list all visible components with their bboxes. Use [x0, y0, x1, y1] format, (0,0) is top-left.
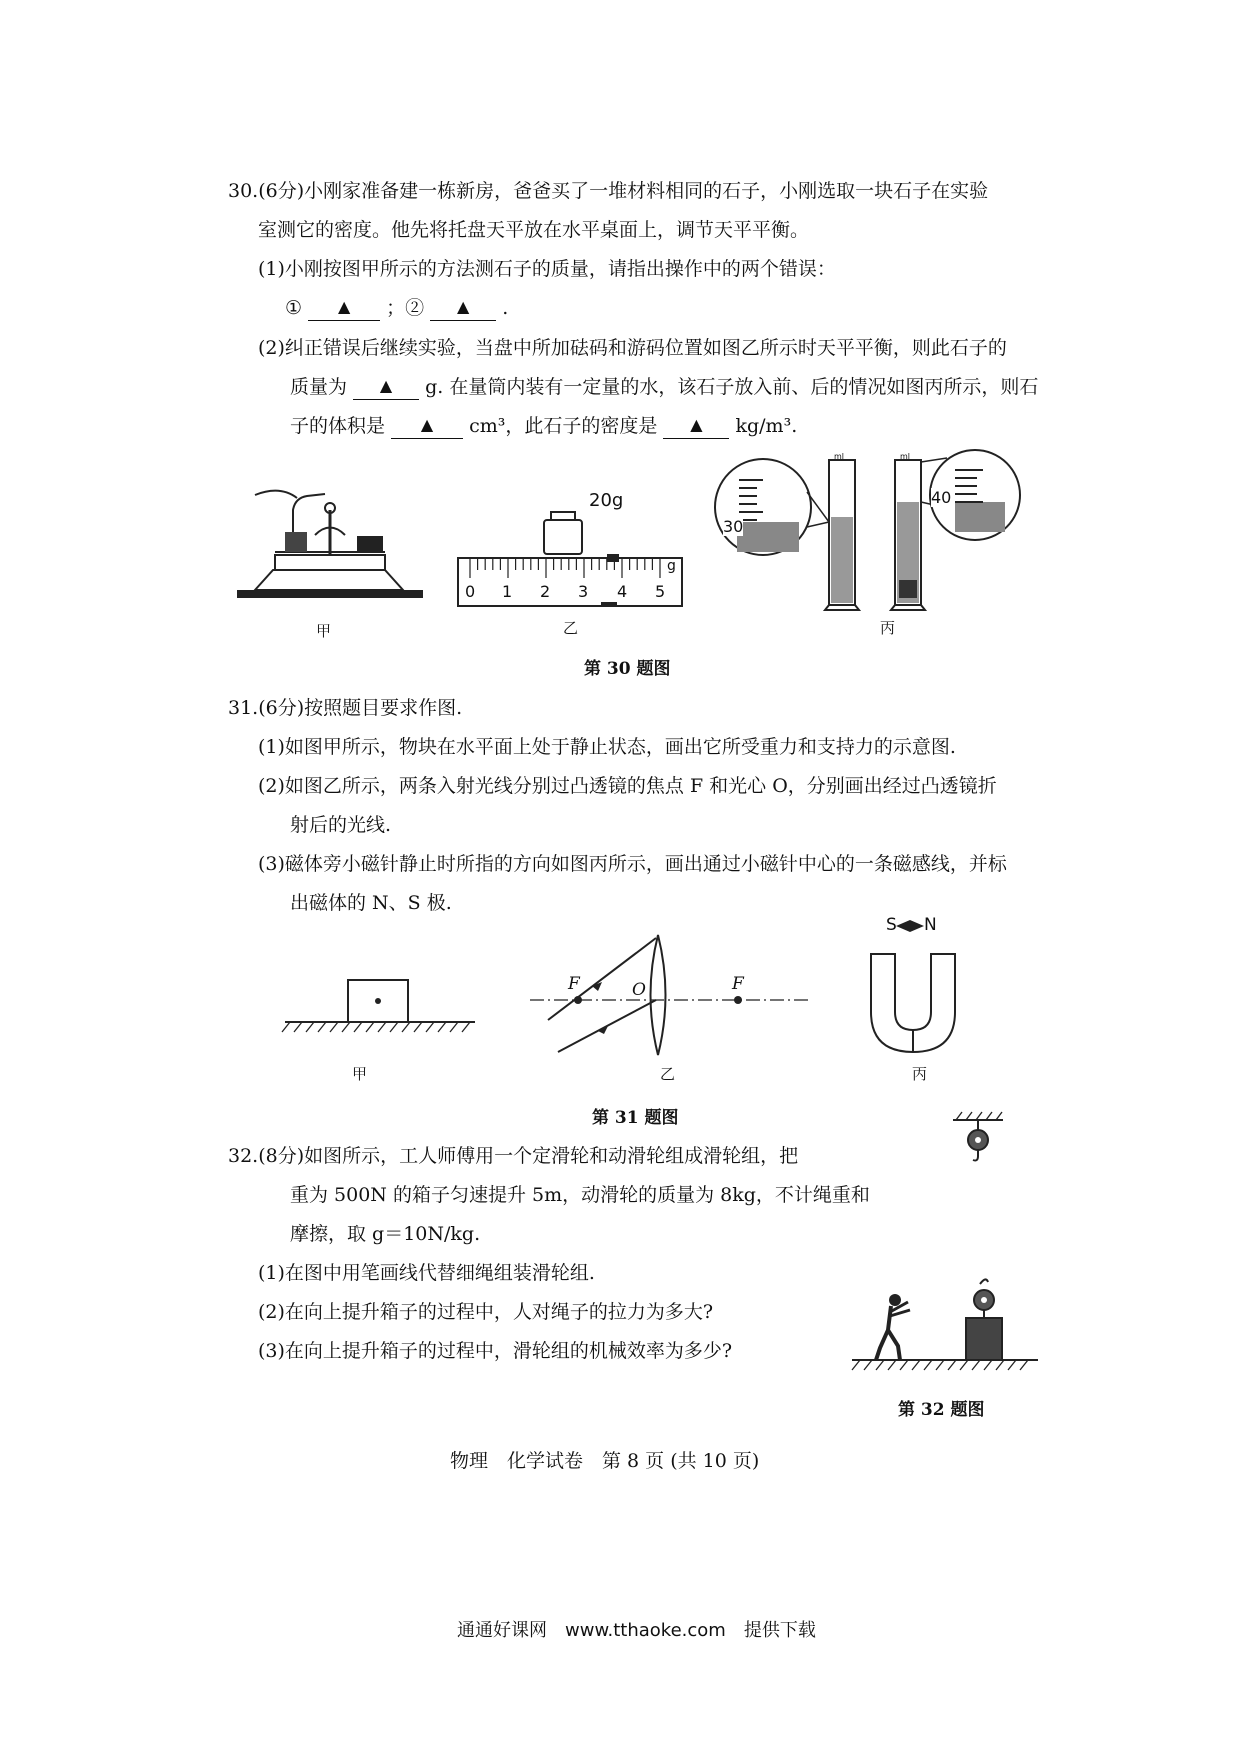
q31-needle-s-label: S [886, 915, 897, 935]
q31-magnet-drawing [858, 912, 968, 1062]
q30-part2-line1: (2)纠正错误后继续实验，当盘中所加砝码和游码位置如图乙所示时天平平衡，则此石子的 [258, 337, 1007, 359]
q30-cylinder2-unit: ml [900, 452, 911, 461]
q31-optical-center-label: O [632, 980, 646, 1000]
q32-figure-caption: 第 32 题图 [898, 1400, 985, 1420]
q30-fig-cylinders [715, 452, 1030, 614]
ruler-tick-label: 2 [540, 582, 551, 601]
q31-part3-line2: 出磁体的 N、S 极. [290, 892, 452, 914]
q30-volume-blank [391, 411, 463, 439]
q30-blank1-label: ① [285, 297, 303, 319]
q32-part3: (3)在向上提升箱子的过程中，滑轮组的机械效率为多少? [258, 1340, 733, 1362]
q30-cylinder-before-label: 30 [723, 517, 744, 536]
q31-part1: (1)如图甲所示，物块在水平面上处于静止状态，画出它所受重力和支持力的示意图. [258, 736, 956, 758]
q31-focus-right-label: F [732, 974, 744, 994]
q30-blank-sep: ；② [386, 297, 425, 319]
q30-weight-label: 20g [589, 490, 624, 511]
q30-density-prefix: cm³，此石子的密度是 [469, 415, 658, 437]
q31-part2-line2: 射后的光线. [290, 814, 392, 836]
q30-part1: (1)小刚按图甲所示的方法测石子的质量，请指出操作中的两个错误： [258, 258, 836, 280]
q30-part2-line3 [290, 413, 797, 441]
ruler-tick-label: 4 [617, 582, 628, 601]
q31-part2-line1: (2)如图乙所示，两条入射光线分别过凸透镜的焦点 F 和光心 O，分别画出经过凸透镜折 [258, 775, 997, 797]
ruler-tick-label: 0 [465, 582, 476, 601]
q30-ruler-drawing [456, 490, 686, 610]
q32-stem-line3: 摩擦，取 g＝10N/kg. [290, 1223, 481, 1245]
q31-stem: 31.(6分)按照题目要求作图. [228, 697, 463, 719]
ruler-tick-label: 3 [578, 582, 589, 601]
q31-fig-label-yi: 乙 [660, 1065, 676, 1083]
answer-marker-icon: ▲ [457, 297, 470, 316]
q30-ruler-unit: g [667, 558, 676, 574]
q30-cylinder1-unit: ml [834, 452, 845, 461]
q30-figure-caption: 第 30 题图 [584, 659, 671, 679]
answer-marker-icon: ▲ [379, 376, 393, 395]
q30-mass-blank [353, 372, 419, 400]
q30-mass-suffix: g. 在量筒内装有一定量的水，该石子放入前、后的情况如图丙所示，则石 [425, 376, 1039, 398]
q32-part1: (1)在图中用笔画线代替细绳组装滑轮组. [258, 1262, 595, 1284]
q30-volume-prefix: 子的体积是 [290, 415, 386, 437]
q31-needle-n-label: N [924, 915, 937, 935]
q31-part3-line1: (3)磁体旁小磁针静止时所指的方向如图丙所示，画出通过小磁针中心的一条磁感线，并标 [258, 853, 1007, 875]
q32-fig-worker-box [850, 1268, 1040, 1378]
q30-fig-ruler [456, 490, 686, 610]
q31-fig-label-jia: 甲 [352, 1065, 368, 1083]
q32-stem-line2: 重为 500N 的箱子匀速提升 5m，动滑轮的质量为 8kg，不计绳重和 [290, 1184, 870, 1206]
q31-figure-caption: 第 31 题图 [592, 1108, 679, 1128]
q30-mass-prefix: 质量为 [290, 376, 348, 398]
q30-fig-balance [235, 480, 425, 610]
q31-fig-block [280, 975, 480, 1045]
q30-blank1 [308, 293, 380, 321]
q32-fig-fixed-pulley [948, 1110, 1008, 1170]
q30-cylinder-after-label: 40 [931, 488, 952, 507]
q31-focus-left-label: F [568, 974, 580, 994]
q31-fig-magnet [858, 912, 968, 1062]
q30-fig-label-bing: 丙 [880, 619, 896, 637]
page-footer: 物理 化学试卷 第 8 页 (共 10 页) [450, 1450, 760, 1472]
answer-marker-icon: ▲ [690, 415, 703, 434]
q30-fig-label-yi: 乙 [563, 619, 579, 637]
q30-stem-line2: 室测它的密度。他先将托盘天平放在水平桌面上，调节天平平衡。 [258, 219, 810, 241]
q31-fig-label-bing: 丙 [912, 1065, 928, 1083]
q30-blank2 [430, 293, 496, 321]
q32-part2: (2)在向上提升箱子的过程中，人对绳子的拉力为多大? [258, 1301, 714, 1323]
q30-density-unit: kg/m³. [735, 415, 798, 437]
answer-marker-icon: ▲ [420, 415, 434, 434]
q30-cylinders-drawing [715, 452, 1030, 614]
q30-part1-end: . [502, 297, 509, 319]
q30-density-blank [663, 411, 729, 439]
q31-fig-lens [528, 930, 813, 1060]
q30-part1-blanks [285, 295, 508, 323]
q30-part2-line2 [290, 374, 1038, 402]
ruler-tick-label: 5 [655, 582, 666, 601]
q30-fig-label-jia: 甲 [316, 622, 332, 640]
answer-marker-icon: ▲ [337, 297, 351, 316]
watermark-text: 通通好课网 www.tthaoke.com 提供下载 [457, 1620, 816, 1641]
q32-stem-line1: 32.(8分)如图所示，工人师傅用一个定滑轮和动滑轮组成滑轮组，把 [228, 1145, 799, 1167]
ruler-tick-label: 1 [502, 582, 513, 601]
q31-lens-drawing [528, 930, 813, 1060]
q30-stem-line1: 30.(6分)小刚家准备建一栋新房，爸爸买了一堆材料相同的石子，小刚选取一块石子在实验 [228, 180, 989, 202]
